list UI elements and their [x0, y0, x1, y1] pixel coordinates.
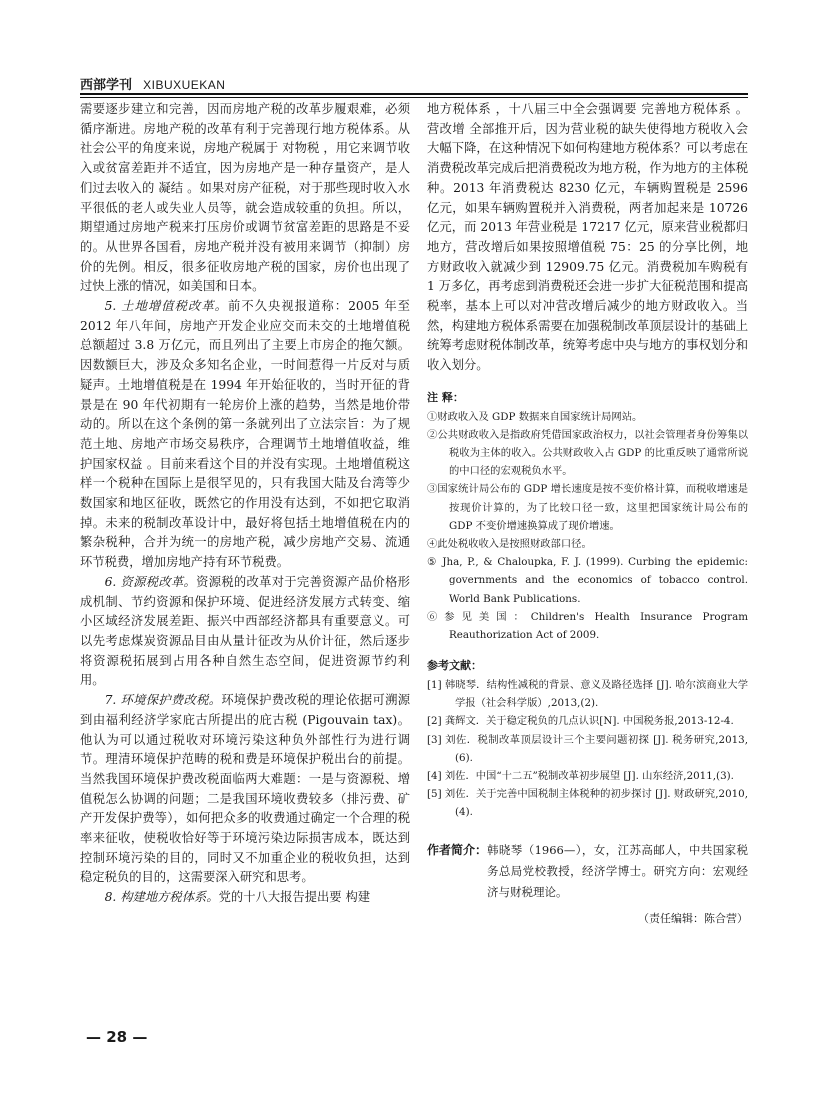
- paragraph-body: 前不久央视报道称：2005 年至 2012 年八年间，房地产开发企业应交而未交的土地增值税总额超过 3.8 万亿元，而且列出了主要上市房企的拖欠额。因数额巨大，涉及众多知名企业，一时间惹得一片反对与质疑声。土地增值税是在 1994 年开始征收的，当时开征的背景是在 90 年代初期有一轮房价上涨的趋势，当然是地价带动的。所以在这个条例的第一条就列出了立法宗旨：为了规范土地、房地产市场交易秩序，合理调节土地增值收益，维护国家权益 。目前来看这个目的并没有实现。土地增值税这样一个税种在国际上是很罕见的，只有我国大陆及台湾等少数国家和地区征收，既然它的作用没有达到，不如把它取消掉。未来的税制改革设计中，最好将包括土地增值税在内的繁杂税种，合并为统一的房地产税，减少房地产交易、流通环节税费，增加房地产持有环节税费。: [80, 299, 410, 570]
- author-bio: [427, 840, 748, 903]
- section-heading: 7. 环境保护费改税。: [104, 693, 222, 708]
- header-rule-thin: [80, 97, 748, 98]
- note-item: ②公共财政收入是指政府凭借国家政治权力，以社会管理者身份筹集以税收为主体的收入。公共财政收入占 GDP 的比重反映了通常所说的中口径的宏观税负水平。: [427, 428, 748, 478]
- paragraph: [80, 691, 410, 888]
- section-heading: 5. 土地增值税改革。: [104, 299, 229, 314]
- paragraph: [80, 297, 410, 573]
- journal-name: 西部学刊: [80, 78, 133, 93]
- header-rule-thick: [80, 93, 748, 95]
- note-item: ⑥参见美国：Children's Health Insurance Program Reauthorization Act of 2009.: [427, 610, 748, 641]
- paragraph-body: 资源税的改革对于完善资源产品价格形成机制、节约资源和保护环境、促进经济发展方式转变、缩小区域经济发展差距、振兴中西部经济都具有重要意义。可以先考虑煤炭资源品目由从量计征改为从价计征，然后逐步将资源税拓展到占用各种自然生态空间，促进资源节约利用。: [80, 574, 410, 688]
- reference-item: [2] 龚辉文．关于稳定税负的几点认识[N]. 中国税务报,2013-12-4.: [427, 715, 734, 728]
- journal-name-latin: XIBUXUEKAN: [143, 78, 226, 92]
- page-number: — 28 —: [86, 1028, 148, 1046]
- author-bio-text: 韩晓琴（1966—），女，江苏高邮人，中共国家税务总局党校教授，经济学博士。研究方向：宏观经济与财税理论。: [487, 842, 748, 899]
- references-heading: 参考文献：: [427, 659, 482, 673]
- editor-credit: （责任编辑：陈合营）: [638, 911, 748, 925]
- left-column: [80, 100, 410, 908]
- paragraph: 地方税体系 ，十八届三中全会强调要 完善地方税体系 。 营改增 全部推开后，因为营业税的缺失使得地方税收入会大幅下降，在这种情况下如何构建地方税体系？可以考虑在消费税改革完成后把消费税改为地方税，作为地方的主体税种。2013 年消费税达 8230 亿元，车辆购置税是 2596 亿元，如果车辆购置税并入消费税，两者加起来是 10726 亿元，而 2013 年营业税是 17217 亿元，原来营业税都归地方，营改增后如果按照增值税 75：25 的分享比例，地方财政收入就减少到 12909.75 亿元。消费税加车购税有 1 万多亿，再考虑到消费税还会进一步扩大征税范围和提高税率，基本上可以对冲营改增后减少的地方财政收入。当然，构建地方税体系需要在加强税制改革顶层设计的基础上统筹考虑财税体制改革，统筹考虑中央与地方的事权划分和收入划分。: [427, 102, 748, 373]
- paragraph-body: 环境保护费改税的理论依据可溯源到由福利经济学家庇古所提出的庇古税 (Pigouvain tax)。他认为可以通过税收对环境污染这种负外部性行为进行调节。理清环境保护范畴的税和费是环境保护税出台的前提。当然我国环境保护费改税面临两大难题：一是与资源税、增值税怎么协调的问题；二是我国环境收费较多（排污费、矿产开发保护费等），如何把众多的收费通过确定一个合理的税率来征收，使税收恰好等于环境污染边际损害成本，既达到控制环境污染的目的，同时又不加重企业的税收负担，达到稳定税负的目的，这需要深入研究和思考。: [80, 693, 410, 885]
- note-item: ①财政收入及 GDP 数据来自国家统计局网站。: [427, 410, 643, 423]
- note-item: ③国家统计局公布的 GDP 增长速度是按不变价格计算，而税收增速是按现价计算的，为了比较口径一致，这里把国家统计局公布的 GDP 不变价增速换算成了现价增速。: [427, 483, 748, 532]
- paragraph: 需要逐步建立和完善，因而房地产税的改革步履艰难，必须循序渐进。房地产税的改革有利于完善现行地方税体系。从社会公平的角度来说，房地产税属于 对物税 ，用它来调节收入或贫富差距并不适宜，因为房地产是一种存量资产，是人们过去收入的 凝结 。如果对房产征税，对于那些现时收入水平很低的老人或失业人员等，就会造成较重的负担。所以，期望通过房地产税来打压房价或调节贫富差距的思路是不妥的。从世界各国看，房地产税并没有被用来调节（抑制）房价的先例。相反，很多征收房地产税的国家，房价也出现了过快上涨的情况，如美国和日本。: [80, 102, 410, 294]
- reference-item: [3] 刘佐．税制改革顶层设计三个主要问题初探 [J]. 税务研究,2013,(6).: [427, 733, 748, 764]
- paragraph: [80, 573, 410, 691]
- note-item: ④此处税收收入是按照财政部口径。: [427, 537, 592, 550]
- references-list: [427, 676, 748, 822]
- reference-item: [5] 刘佐．关于完善中国税制主体税种的初步探讨 [J]. 财政研究,2010,(4).: [427, 788, 748, 819]
- reference-item: [4] 刘佐．中国“十二五”税制改革初步展望 [J]. 山东经济,2011,(3).: [427, 769, 734, 782]
- section-heading: 6. 资源税改革。: [104, 574, 197, 589]
- author-bio-label: 作者简介：: [427, 842, 488, 857]
- paragraph: [80, 888, 410, 908]
- running-header: [80, 74, 748, 92]
- section-heading: 8. 构建地方税体系。: [104, 890, 219, 905]
- note-item: ⑤ Jha, P., & Chaloupka, F. J. (1999). Curbing the epidemic: governments and the economics of tobacco control. World Bank Publications.: [427, 556, 748, 605]
- right-column: [427, 100, 748, 928]
- notes-list: [427, 408, 748, 645]
- paragraph-body: 党的十八大报告提出要 构建: [218, 890, 371, 905]
- reference-item: [1] 韩晓琴．结构性减税的背景、意义及路径选择 [J]. 哈尔滨商业大学学报（社会科学版）,2013,(2).: [427, 678, 748, 710]
- notes-heading: 注 释：: [427, 390, 464, 404]
